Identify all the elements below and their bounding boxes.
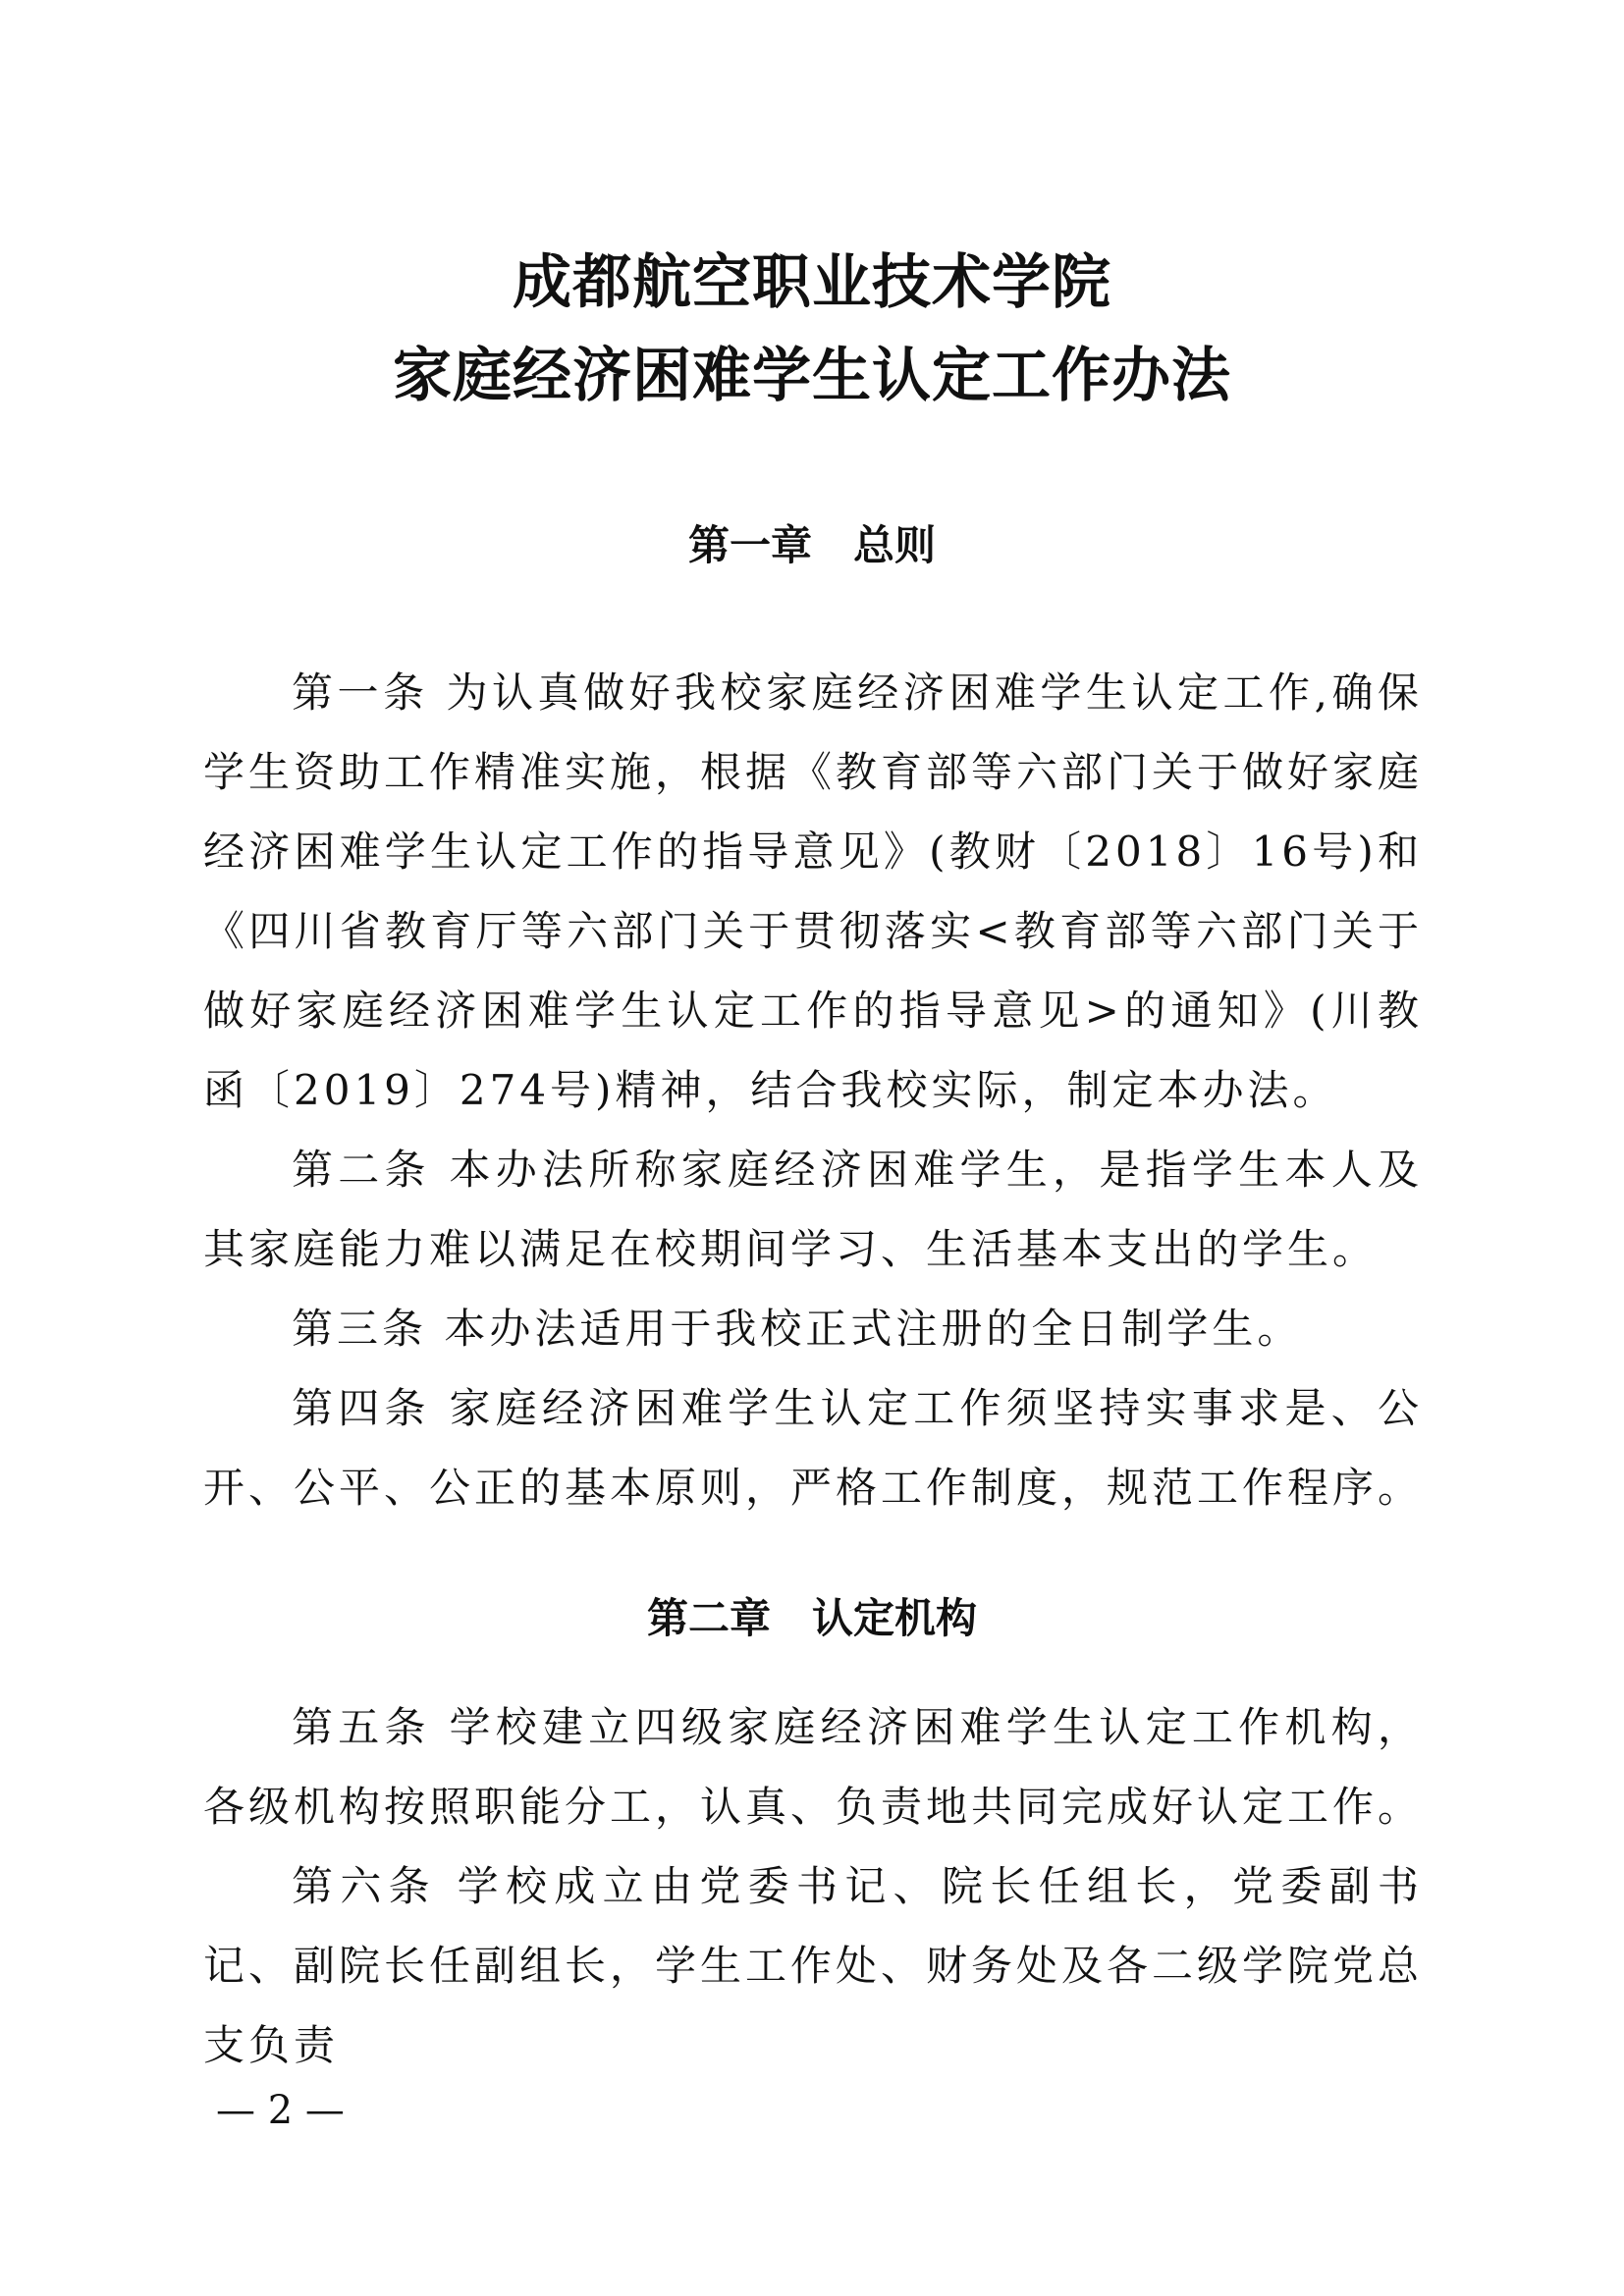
page-number: — 2 — (216, 2088, 345, 2133)
chapter-1-body (203, 653, 1423, 1527)
chapter-1-heading: 第一章 总则 (687, 521, 936, 569)
document-title-line-2: 家庭经济困难学生认定工作办法 (393, 342, 1231, 410)
article-5-paragraph: 第五条 学校建立四级家庭经济困难学生认定工作机构，各级机构按照职能分工，认真、负责地共同完成好认定工作。 (203, 1703, 1424, 1831)
article-6-paragraph: 第六条 学校成立由党委书记、院长任组长，党委副书记、副院长任副组长，学生工作处、财务处及各二级学院党总支负责 (203, 1862, 1424, 2069)
chapter-2-body (203, 1687, 1423, 2085)
article-3-paragraph: 第三条 本办法适用于我校正式注册的全日制学生。 (292, 1305, 1303, 1353)
article-1-paragraph: 第一条 为认真做好我校家庭经济困难学生认定工作,确保学生资助工作精准实施，根据《教育部等六部门关于做好家庭经济困难学生认定工作的指导意见》(教财〔2018〕16号)和《四川省教育厅等六部门关于贯彻落实<教育部等六部门关于做好家庭经济困难学生认定工作的指导意见>的通知》(川教函〔2019〕274号)精神，结合我校实际，制定本办法。 (203, 668, 1424, 1114)
chapter-2-heading: 第二章 认定机构 (646, 1594, 977, 1642)
article-4-paragraph: 第四条 家庭经济困难学生认定工作须坚持实事求是、公开、公平、公正的基本原则，严格工作制度，规范工作程序。 (203, 1384, 1424, 1512)
article-2-paragraph: 第二条 本办法所称家庭经济困难学生，是指学生本人及其家庭能力难以满足在校期间学习、生活基本支出的学生。 (203, 1146, 1423, 1273)
document-title-line-1: 成都航空职业技术学院 (513, 248, 1111, 317)
